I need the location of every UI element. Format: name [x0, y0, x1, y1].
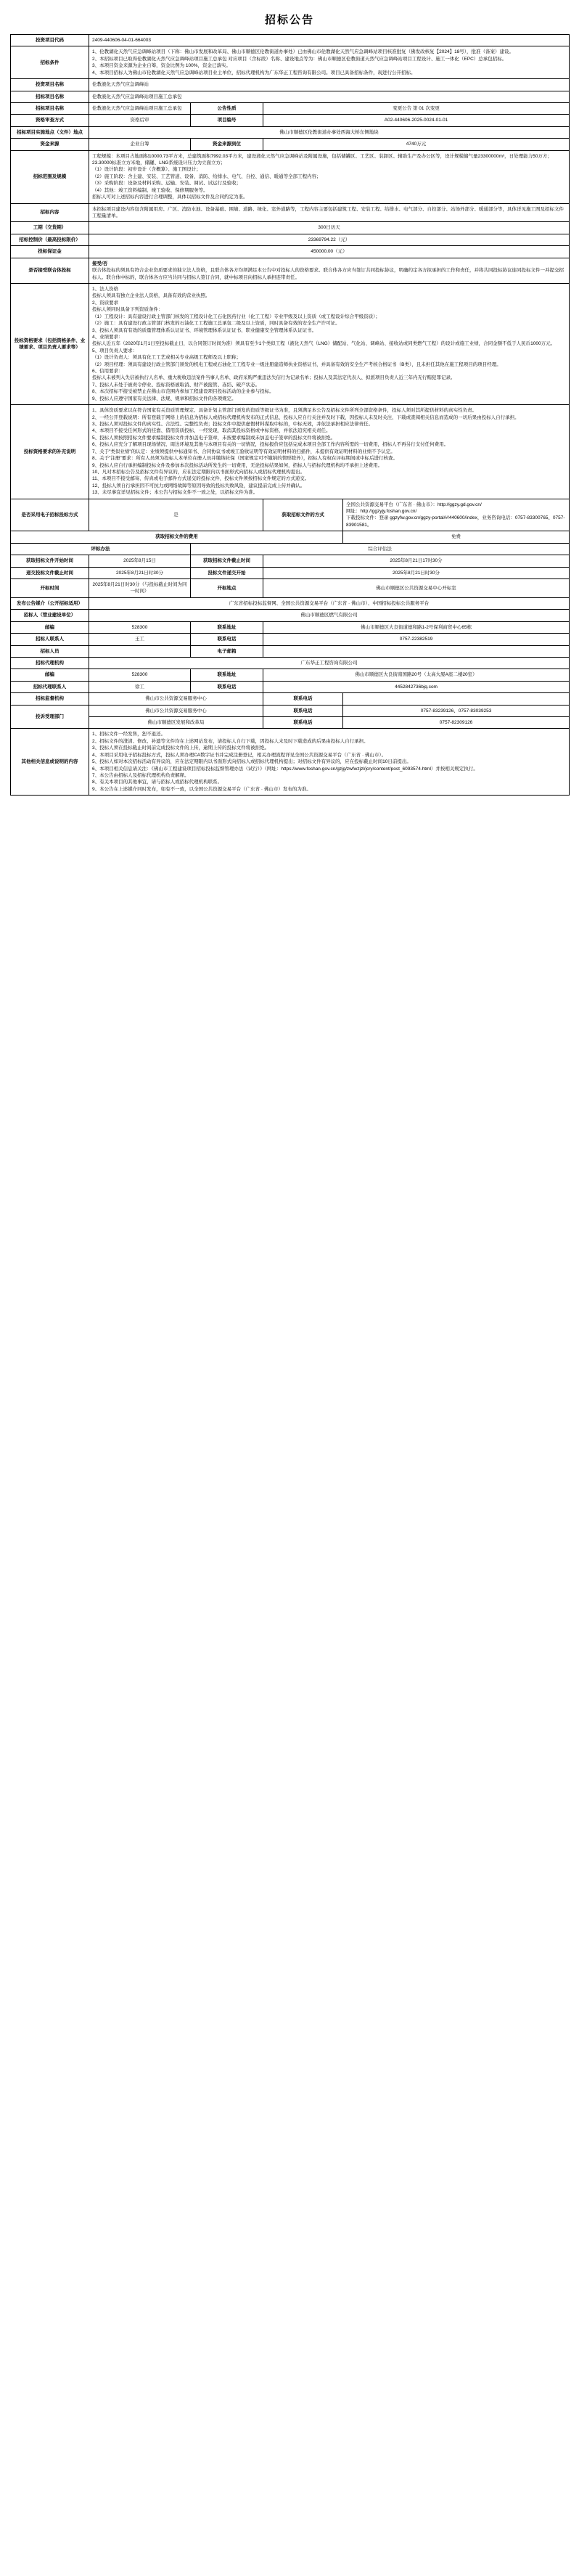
- other-info-line: 3、投标人须在投标截止时间前完成投标文件的上传，逾期上传的投标文件将被拒绝。: [92, 745, 270, 751]
- table-row: [11, 283, 570, 404]
- open-place-label: 开标地点: [191, 579, 263, 598]
- tel-value: 0757-22382519: [263, 634, 570, 645]
- fund-amount-label: 资金来源到位: [191, 139, 263, 150]
- scope-value: [89, 150, 570, 203]
- complaint-value-2: 佛山市顺德区发展和改革局: [89, 717, 263, 729]
- other-info-line: 8、有关本项目的其他事宜，请与招标人或招标代理机构联系。: [92, 780, 223, 785]
- supervisor-tel-label: 联系电话: [263, 693, 343, 705]
- staff-label: 招标人员: [11, 645, 89, 657]
- other-info-line: 7、本公告由招标人及招标代理机构负责解释。: [92, 773, 189, 779]
- doc-start-label: 获取招标文件开始时间: [11, 555, 89, 567]
- bid-project-name-label: 招标项目名称: [11, 91, 89, 102]
- doc-obtain-value: [343, 499, 570, 531]
- scope-line: （3）采购阶段：设备及材料采购、运输、安装、调试、试运行及验收；: [92, 181, 242, 187]
- qualification-req-line: （1）工程设计：具有建设行政主管部门核发的工程设计化工石化医药行业（化工工程）专业甲级及以上资质（或工程设计综合甲级资质）；: [92, 314, 380, 319]
- notice-type-label: 公告性质: [191, 102, 263, 114]
- scope-line: （1）设计阶段：初步设计（含概算）、施工图设计；: [92, 167, 201, 173]
- tenderer-label: 招标人（管业建设单位）: [11, 610, 89, 621]
- table-row: [11, 126, 570, 138]
- scope-line: （2）施工阶段：含土建、安装、工艺管道、设备、消防、给排水、电气、自控、通信、暖通等全部工程内容；: [92, 173, 321, 179]
- supplement-line: 4、本项目不接受任何形式的挂靠、借用资质投标，一经发现，取消其投标资格或中标资格，并依法追究相关责任。: [92, 428, 331, 434]
- table-row: [11, 610, 570, 621]
- table-row: [11, 499, 570, 531]
- e-bid-label: 是否采用电子招标投标方式: [11, 499, 89, 531]
- supplement-line: 1、具体资质要求以在符合国家有关资质管理规定、具备计划主管部门颁发的资质等级证书为准，且须满足本公告及招标文件所列全部资格条件，投标人须对其所提供材料的真实性负责。: [92, 408, 477, 414]
- complaint-label: 投诉受理部门: [11, 705, 89, 729]
- publish-media-label: 发布公告媒介（公开招标适用）: [11, 597, 89, 609]
- address-value: 佛山市顺德区大良街道德和路1-2号保利商贸中心65栋: [263, 621, 570, 633]
- contact-label: 招标人联系人: [11, 634, 89, 645]
- agent-value: 广东华正工程咨询有限公司: [89, 657, 570, 668]
- other-info-line: 1、招标文件一经发售，恕不退还。: [92, 732, 166, 737]
- table-row: [11, 621, 570, 633]
- scope-line: （4）其他：竣工资料编制、竣工验收、保修期服务等。: [92, 187, 208, 193]
- supervisor-tel-value: [343, 693, 570, 705]
- supplement-label: 投标资格要求的补充说明: [11, 405, 89, 499]
- fund-source-value: 企业自筹: [89, 139, 191, 150]
- notice-change-count: 第 01 次变更: [413, 105, 440, 111]
- doc-end-value: 2025年8月21日17时30分: [263, 555, 570, 567]
- publish-media-value: 广东省招标投标监督网、全国公共资源交易平台（广东省 · 佛山市）、中国招标投标公共服务平台: [89, 597, 570, 609]
- table-row: [11, 405, 570, 499]
- doc-obtain-label: 获取招标文件的方式: [263, 499, 343, 531]
- agent-tel-label: 联系电话: [191, 681, 263, 692]
- open-time-label: 开标时间: [11, 579, 89, 598]
- supplement-line: 8、关于"注册"要求：所有人员须为投标人本单位在册人员并缴纳社保（国家规定可不缴纳的情形除外），招标人有权在评标期间或中标后进行核查。: [92, 456, 398, 462]
- notice-type-value: [263, 102, 570, 114]
- qualification-req-line: 投标人须同时具备下列资质条件：: [92, 307, 163, 313]
- supplement-value: [89, 405, 570, 499]
- table-row: [11, 657, 570, 668]
- fund-source-label: 资金来源: [11, 139, 89, 150]
- qualification-req-line: 7、投标人未处于被责令停业、投标资格被取消、财产被接管、冻结、破产状态。: [92, 382, 260, 388]
- qualification-req-line: （1）设计负责人：须具有化工工艺或相关专业高级工程师及以上职称；: [92, 355, 242, 361]
- fund-amount-value: 4740万元: [263, 139, 570, 150]
- table-row: [11, 645, 570, 657]
- duration-value: 300日历天: [89, 222, 570, 234]
- agent-contact-value: 徐工: [89, 681, 191, 692]
- table-row: [11, 681, 570, 692]
- content-value: [89, 203, 570, 222]
- post-label: 邮编: [11, 621, 89, 633]
- scope-label: 招标范围及规模: [11, 150, 89, 203]
- bid-condition-line: 3、本项目资金来源为企业自筹，资金比例为 100%，资金已落实。: [92, 63, 231, 69]
- content-label: 招标内容: [11, 203, 89, 222]
- project-code-value: 2409-440606-04-01-664003: [89, 35, 570, 46]
- complaint-value-1: 佛山市公共资源交易服务中心: [89, 705, 263, 716]
- table-row: [11, 705, 570, 716]
- location-label: 招标项目实施地点（文件）地点: [11, 126, 89, 138]
- scope-line: 23.30000标准立方米地，储罐、LNG系统设计压力为立面立方；: [92, 160, 226, 166]
- qualification-req-line: 5、项目负责人要求：: [92, 348, 138, 353]
- bid-conditions-label: 招标条件: [11, 46, 89, 79]
- table-row: [11, 102, 570, 114]
- post-value: 528300: [89, 621, 191, 633]
- table-row: [11, 693, 570, 705]
- doc-start-value: 2025年8月15日: [89, 555, 191, 567]
- location-value: 佛山市顺德区伦教街道办事处西海大桥东侧地块: [89, 126, 570, 138]
- project-name-value: 伦教液化天然气应急调峰站: [89, 79, 570, 91]
- complaint-tel-label-1: 联系电话: [263, 705, 343, 716]
- table-row: [11, 203, 570, 222]
- doc-obtain-line: 全国公共资源交易平台（广东省 · 佛山市）：http://ggzy.gd.gov.cn/: [346, 502, 482, 507]
- qualification-req-line: 8、本次招标不接受被禁止在佛山市范围内参加工程建设项目投标活动的企业参与投标。: [92, 389, 274, 395]
- qualification-req-line: （2）项目经理：须具有建设行政主管部门颁发的机电工程或石油化工工程专业一级注册建造师执业资格证书，并具备有效的安全生产考核合格证书（B类），且未担任其他在施工程项目的项目经理。: [92, 361, 501, 367]
- agent-address-value: 佛山市顺德区大良街南国路20号（太高大厦A座二楼20室）: [263, 669, 570, 681]
- supplement-line: 2、一经公开登载说明：所有登载于网络上的信息为招标人或招标代理机构发布的正式信息，投标人应自行关注并及时下载，因投标人未及时关注、下载或查阅相关信息而造成的一切后果由投标人自行承担。: [92, 414, 520, 420]
- email-label: 电子邮箱: [191, 645, 263, 657]
- project-name-label: 投资项目名称: [11, 79, 89, 91]
- qualification-req-line: 投标人未被列入失信被执行人名单、重大税收违法案件当事人名单、政府采购严重违法失信行为记录名单；投标人及其法定代表人、拟派项目负责人近三年内无行贿犯罪记录。: [92, 375, 456, 381]
- table-row: [11, 597, 570, 609]
- project-number-value: A02-440606-2025-0024-01-01: [263, 115, 570, 126]
- supplement-line: 6、投标人应充分了解项目现场情况、周边环境及其他与本项目有关的一切情况，投标报价应包括完成本项目全部工作内容所需的一切费用，招标人不再另行支付任何费用。: [92, 442, 449, 448]
- table-row: [11, 234, 570, 245]
- qualification-req-line: 投标人近五年（2020年1月1日至投标截止日，以合同签订时间为准）须具有至少1个类似工程（液化天然气（LNG）储配站、气化站、调峰站、接收站或同类燃气工程）的设计或施工业绩，合同金额不低于人民币1000万元。: [92, 341, 556, 347]
- table-row: [11, 35, 570, 46]
- project-code-label: 投资项目代码: [11, 35, 89, 46]
- complaint-tel-value-2: 0757-82309126: [343, 717, 570, 729]
- table-row: [11, 258, 570, 283]
- table-row: [11, 729, 570, 796]
- agent-contact-label: 招标代理联系人: [11, 681, 89, 692]
- qualification-req-line: 4、业绩要求：: [92, 334, 123, 340]
- supplement-line: 7、关于"类似业绩"的认定：业绩须提供中标通知书、合同协议书或竣工验收证明等有效证明材料的扫描件，未提供有效证明材料的业绩不予认定。: [92, 449, 395, 454]
- duration-label: 工期（交货期）: [11, 222, 89, 234]
- bid-condition-line: 2、本招标项目已取得伦教湖化天然气应急调峰站项目施工总承包 对应项目（含标段）名称、建设地点等为：佛山市顺德区伦教街道天然气应急调峰站项目工程设计、施工一体化（EPC）总承包招标。: [92, 56, 507, 62]
- content-line: 本招标项目建设内容包含附属用房、广区、消防水池、设备基础、围墙、道路、绿化、室外道路等，工程内容主要包括建筑工程、安装工程、给排水、电气部分、自控部分、站场外部分、暖通部分等，具体详见施工图及招标文件工程量清单。: [92, 206, 564, 219]
- complaint-tel-value-1: 0757-83239126、0757-83039253: [343, 705, 570, 716]
- control-price-value: 23369794.22（元）: [89, 234, 570, 245]
- bid-conditions-value: [89, 46, 570, 79]
- doc-fee-label: 获取招标文件的费用: [11, 531, 343, 543]
- other-info-line: 2、招标文件的澄清、修改、补遗等文件均在上述网站发布，请投标人自行下载，因投标人未及时下载造成的后果由投标人自行承担。: [92, 738, 369, 744]
- page-title: 招标公告: [264, 14, 314, 26]
- supplement-line: 13、未尽事宜详见招标文件；本公告与招标文件不一致之处，以招标文件为准。: [92, 490, 258, 496]
- other-info-line: 9、本公告在上述媒介同时发布，如有不一致，以全国公共资源交易平台（广东省 · 佛山市）发布的为准。: [92, 786, 311, 792]
- doc-obtain-line: 下载投标文件：登录 ggzyfw.gov.cn/ggzy-portal/#/440600/index，业务咨询电话：0757-83300765、0757-83901581。: [346, 515, 565, 528]
- eval-method-label: 评标办法: [11, 543, 191, 555]
- clarify-value: 2025年8月21日时30分: [89, 567, 191, 578]
- table-row: [11, 531, 570, 543]
- scope-line: 招标人可对上述招标内容进行合理调整，具体以招标文件及合同约定为准。: [92, 195, 248, 200]
- qualification-method-label: 资格审查方式: [11, 115, 89, 126]
- control-price-label: 招标控制价（最高投标限价）: [11, 234, 89, 245]
- other-info-line: 5、投标人如对本次招标活动有异议的，应在法定期限内以书面形式向招标人或招标代理机构提出；对招标文件有异议的，应在投标截止时间10日前提出。: [92, 759, 411, 765]
- table-row: [11, 555, 570, 567]
- table-row: [11, 579, 570, 598]
- staff-value: [89, 645, 191, 657]
- table-row: [11, 669, 570, 681]
- supplement-line: 9、投标人应自行承担编制投标文件及参加本次投标活动所发生的一切费用，无论投标结果如何，招标人与招标代理机构均不承担上述费用。: [92, 462, 383, 468]
- deposit-label: 投标保证金: [11, 246, 89, 258]
- other-info-line: 4、本项目采用电子招标投标方式，投标人须办理CA数字证书并完成注册登记，相关办理流程详见全国公共资源交易平台（广东省 · 佛山市）。: [92, 752, 387, 758]
- other-info-line: 6、本项目相关信息请关注：《佛山市工程建设项目招标投标监督管理办法（试行）》（网址：https://www.foshan.gov.cn/gzjg/zwfwzjzl/jcry/content/post_6093574.html）并按相关规定执行。: [92, 766, 478, 772]
- agent-address-label: 联系地址: [191, 669, 263, 681]
- joint-bid-detail: 联合体投标的须具有符合企业资质要求的独立法人资格，且联合体各方均须满足本公告中对投标人的资格要求。联合体各方应当签订共同投标协议，明确约定各方拟承担的工作和责任，并将共同投标协议连同投标文件一并提交招标人。联合体中标的，联合体各方应当共同与招标人签订合同，就中标项目向招标人承担连带责任。: [92, 268, 564, 280]
- contact-value: 王工: [89, 634, 191, 645]
- bid-condition-line: 1、伦教湖化天然气应急调峰站项目（下称：佛山市发展和改革局、佛山市顺德区伦教街道办事处）已由佛山市伦教湖化天然气应急调峰站项目核准批复（佛发改核复【2024】18号），批准（备案）建设。: [92, 49, 514, 55]
- eval-method-value: 综合评估法: [191, 543, 570, 555]
- tenderer-name-value: 伦教液化天然气应急调峰站项目施工总承包: [89, 102, 191, 114]
- tenderer-value: 佛山市顺德区燃气有限公司: [89, 610, 570, 621]
- agent-label: 招标代理机构: [11, 657, 89, 668]
- qualification-req-line: 1、法人资格: [92, 286, 119, 292]
- open-time-value: 2025年8月21日时30分（与投标截止时间为同一时间）: [89, 579, 191, 598]
- table-row: [11, 543, 570, 555]
- doc-fee-value: 免费: [343, 531, 570, 543]
- qualification-req-line: （2）施工：具有建设行政主管部门核发的石油化工工程施工总承包二级及以上资质，同时具备有效的安全生产许可证。: [92, 321, 340, 327]
- qualification-req-line: 3、投标人须具有有效的质量管理体系认证证书、环境管理体系认证证书、职业健康安全管理体系认证证书。: [92, 327, 317, 333]
- table-row: [11, 246, 570, 258]
- table-row: [11, 91, 570, 102]
- supplement-line: 10、凡对本招标公告及招标文件有异议的，应在法定期限内以书面形式向招标人或招标代理机构提出。: [92, 469, 305, 475]
- table-row: [11, 717, 570, 729]
- bid-doc-start-label: 投标文件递交开始: [191, 567, 263, 578]
- qualification-req-line: 9、投标人应遵守国家有关法律、法规、规章和招标文件的各项规定。: [92, 396, 237, 401]
- agent-post-value: 528300: [89, 669, 191, 681]
- joint-bid-answer: 接受/否: [92, 261, 108, 266]
- supplement-line: 12、投标人须自行承担因不可抗力或网络故障等原因导致的投标失败风险，建议提前完成上传并确认。: [92, 483, 305, 488]
- table-row: [11, 46, 570, 79]
- other-info-label: 其他相关信息或说明的内容: [11, 729, 89, 796]
- joint-bid-value: [89, 258, 570, 283]
- table-row: [11, 634, 570, 645]
- agent-tel-value: 4452842736bjq.com: [263, 681, 570, 692]
- table-row: [11, 150, 570, 203]
- project-number-label: 项目编号: [191, 115, 263, 126]
- tenderer-name-label: 招标项目名称: [11, 102, 89, 114]
- supplement-line: 5、投标人须按照招标文件要求编制投标文件并加盖电子签章，未按要求编制或未加盖电子签章的投标文件将被拒绝。: [92, 435, 336, 441]
- table-row: [11, 79, 570, 91]
- bid-doc-start-value: 2025年8月21日时30分: [263, 567, 570, 578]
- tel-label: 联系电话: [191, 634, 263, 645]
- notice-type-text: 变更公告: [393, 105, 412, 111]
- joint-bid-label: 是否接受联合体投标: [11, 258, 89, 283]
- deposit-value: 450000.00（元）: [89, 246, 570, 258]
- table-row: [11, 222, 570, 234]
- announcement-table: [10, 34, 570, 796]
- supplement-line: 3、投标人须对投标文件的真实性、合法性、完整性负责；投标文件中提供虚假材料谋取中标的，中标无效，并依法承担相应法律责任。: [92, 421, 374, 427]
- announcement-page: [0, 0, 579, 809]
- bid-condition-line: 4、本项目招标人为佛山市伦教湖化天然气应急调峰站项目业主单位，招标代理机构为广东华正工程咨询有限公司。项目已具备招标条件，现进行公开招标。: [92, 70, 416, 75]
- email-value: [263, 645, 570, 657]
- qualification-req-line: 6、信用要求：: [92, 369, 123, 375]
- address-label: 联系地址: [191, 621, 263, 633]
- table-row: [11, 139, 570, 150]
- clarify-label: 递交投标文件截止时间: [11, 567, 89, 578]
- qualification-req-label: 投标资格要求（包括资格条件、业绩要求、项目负责人要求等）: [11, 283, 89, 404]
- qualification-req-line: 投标人须具有独立企业法人资格，具备有效的营业执照。: [92, 293, 210, 299]
- doc-obtain-line: 网址：http://ggzyjy.foshan.gov.cn/: [346, 509, 417, 515]
- supervisor-label: 招标监督机构: [11, 693, 89, 705]
- bid-project-name-value: 伦教液化天然气应急调峰站项目施工总承包: [89, 91, 570, 102]
- doc-end-label: 获取招标文件截止时间: [191, 555, 263, 567]
- other-info-value: [89, 729, 570, 796]
- table-row: [11, 115, 570, 126]
- qualification-req-line: 2、资质要求: [92, 300, 119, 306]
- qualification-req-value: [89, 283, 570, 404]
- agent-post-label: 邮编: [11, 669, 89, 681]
- qualification-method-value: 资格后审: [89, 115, 191, 126]
- supervisor-value: 佛山市公共资源交易服务中心: [89, 693, 263, 705]
- table-row: [11, 567, 570, 578]
- complaint-tel-label-2: 联系电话: [263, 717, 343, 729]
- e-bid-value: 是: [89, 499, 263, 531]
- supplement-line: 11、本项目不接受邮寄、传真或电子邮件方式递交的投标文件，投标文件须按招标文件规定的方式递交。: [92, 476, 310, 482]
- open-place-value: 佛山市顺德区公共资源交易中心开标室: [263, 579, 570, 598]
- scope-line: 工程规模：本项目占地面积10000.73平方米，总建筑面积7992.03平方米，建设液化天然气应急调峰站及附属设施，包括储罐区、工艺区、装卸区、辅助生产及办公区等，设计规模储气量23300000m³，日处理能力50万方；: [92, 153, 552, 159]
